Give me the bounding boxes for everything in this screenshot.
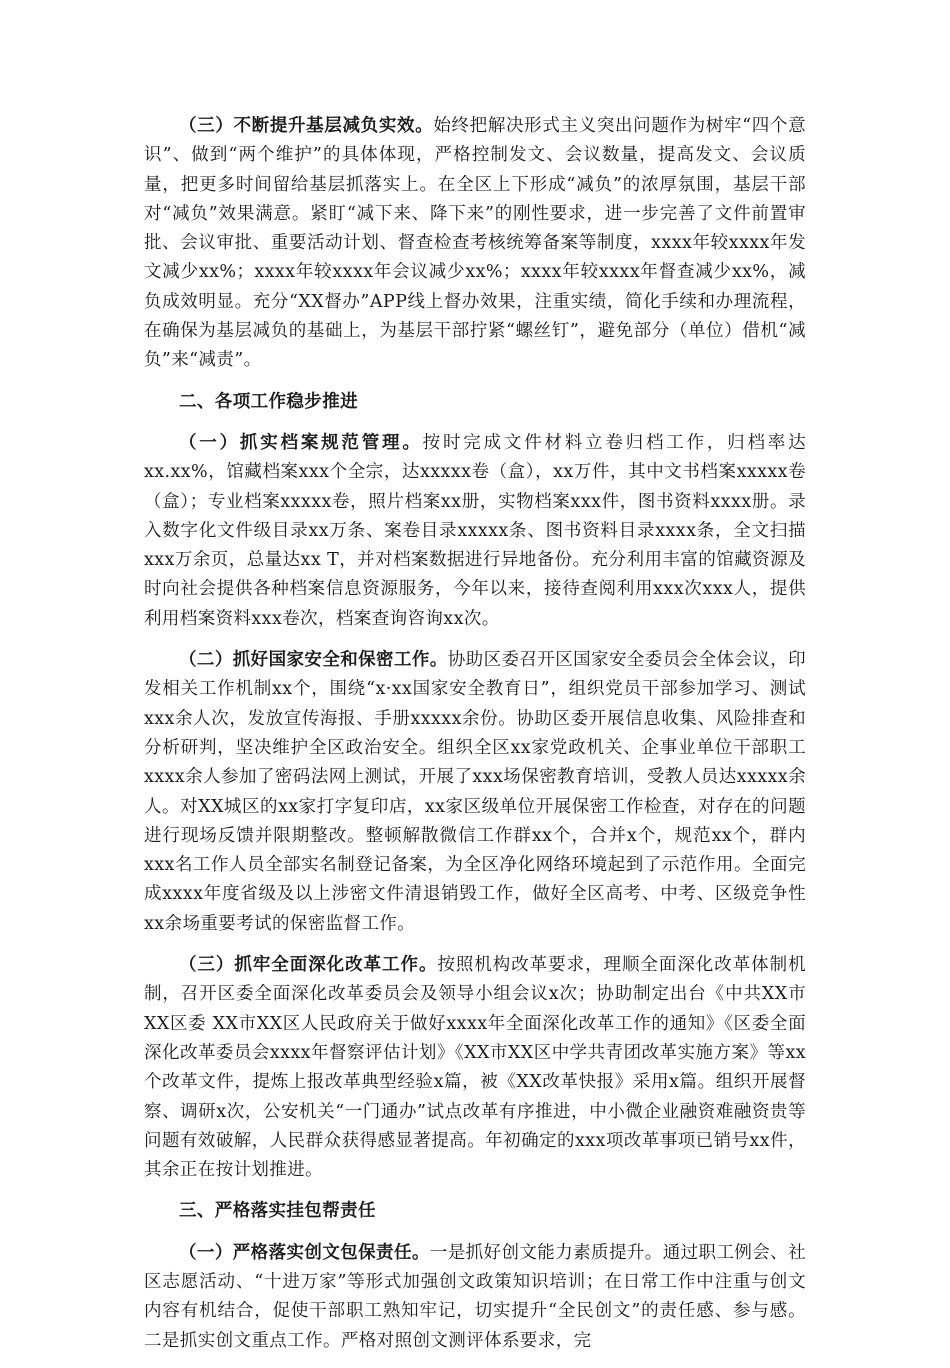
- paragraph-lead: （一）严格落实创文包保责任。: [179, 1242, 430, 1263]
- section-heading-2: 二、各项工作稳步推进: [179, 391, 358, 412]
- paragraph-text: 一是抓好创文能力素质提升。通过职工例会、社区志愿活动、“十进万家”等形式加强创文政策知识培训；在日常工作中注重与创文内容有机结合，促使干部职工熟知牢记，切实提升“全民创文”的责任感、参与感。二是抓实创文重点工作。严格对照创文测评体系要求，完: [144, 1242, 806, 1351]
- paragraph-lead: （二）抓好国家安全和保密工作。: [179, 650, 448, 671]
- paragraph-text: 按时完成文件材料立卷归档工作，归档率达xx.xx%，馆藏档案xxx个全宗，达xxxxx卷（盒），xx万件，其中文书档案xxxxx卷（盒）；专业档案xxxxx卷，照片档案xx册，实物档案xxx件，图书资料xxxx册。录入数字化文件级目录xx万条、案卷目录xxxxx条、图书资料目录xxxx条，全文扫描xxx万余页，总量达xx T，并对档案数据进行异地备份。充分利用丰富的馆藏资源及时向社会提供各种档案信息资源服务，今年以来，接待查阅利用xxx次xxx人，提供利用档案资料xxx卷次，档案查询咨询xx次。: [144, 432, 806, 629]
- paragraph-reform: [144, 951, 806, 1185]
- paragraph-lead: （三）不断提升基层减负实效。: [179, 116, 434, 136]
- section-heading-3: 三、严格落实挂包帮责任: [179, 1201, 376, 1222]
- paragraph-text: 始终把解决形式主义突出问题作为树牢“四个意识”、做到“两个维护”的具体体现，严格控制发文、会议数量，提高发文、会议质量，把更多时间留给基层抓落实上。在全区上下形成“减负”的浓厚氛围，基层干部对“减负”效果满意。紧盯“减下来、降下来”的刚性要求，进一步完善了文件前置审批、会议审批、重要活动计划、督查检查考核统筹备案等制度，xxxx年较xxxx年发文减少xx%；xxxx年较xxxx年会议减少xx%；xxxx年较xxxx年督查减少xx%，减负成效明显。充分“XX督办”APP线上督办效果，注重实绩，简化手续和办理流程，在确保为基层减负的基础上，为基层干部拧紧“螺丝钉”，避免部分（单位）借机“减负”来“减责”。: [144, 116, 806, 371]
- paragraph-text: 协助区委召开区国家安全委员会全体会议，印发相关工作机制xx个，围绕“x·xx国家安全教育日”，组织党员干部参加学习、测试xxx余人次，发放宣传海报、手册xxxxx余份。协助区委开展信息收集、风险排查和分析研判，坚决维护全区政治安全。组织全区xx家党政机关、企事业单位干部职工xxxx余人参加了密码法网上测试，开展了xxx场保密教育培训，受教人员达xxxxx余人。对XX城区的xx家打字复印店，xx家区级单位开展保密工作检查，对存在的问题进行现场反馈并限期整改。整顿解散微信工作群xx个，合并x个，规范xx个，群内xxx名工作人员全部实名制登记备案，为全区净化网络环境起到了示范作用。全面完成xxxx年度省级及以上涉密文件清退销毁工作，做好全区高考、中考、区级竞争性xx余场重要考试的保密监督工作。: [144, 650, 807, 934]
- paragraph-lead: （三）抓牢全面深化改革工作。: [179, 955, 438, 976]
- paragraph-lead: （一）抓实档案规范管理。: [179, 432, 423, 453]
- document-page: [144, 112, 806, 1368]
- paragraph-reduce-burden: [144, 112, 806, 376]
- paragraph-security: [144, 646, 806, 939]
- paragraph-archives: [144, 429, 806, 634]
- paragraph-civilization: [144, 1239, 806, 1356]
- paragraph-text: 按照机构改革要求，理顺全面深化改革体制机制，召开区委全面深化改革委员会及领导小组会议x次；协助制定出台《中共XX市XX区委 XX市XX区人民政府关于做好xxxx年全面深化改革工作的通知》《区委全面深化改革委员会xxxx年督察评估计划》《XX市XX区中学共青团改革实施方案》等xx个改革文件，提炼上报改革典型经验x篇，被《XX改革快报》采用x篇。组织开展督察、调研x次，公安机关“一门通办”试点改革有序推进，中小微企业融资难融资贵等问题有效破解，人民群众获得感显著提高。年初确定的xxx项改革事项已销号xx件，其余正在按计划推进。: [144, 955, 806, 1181]
